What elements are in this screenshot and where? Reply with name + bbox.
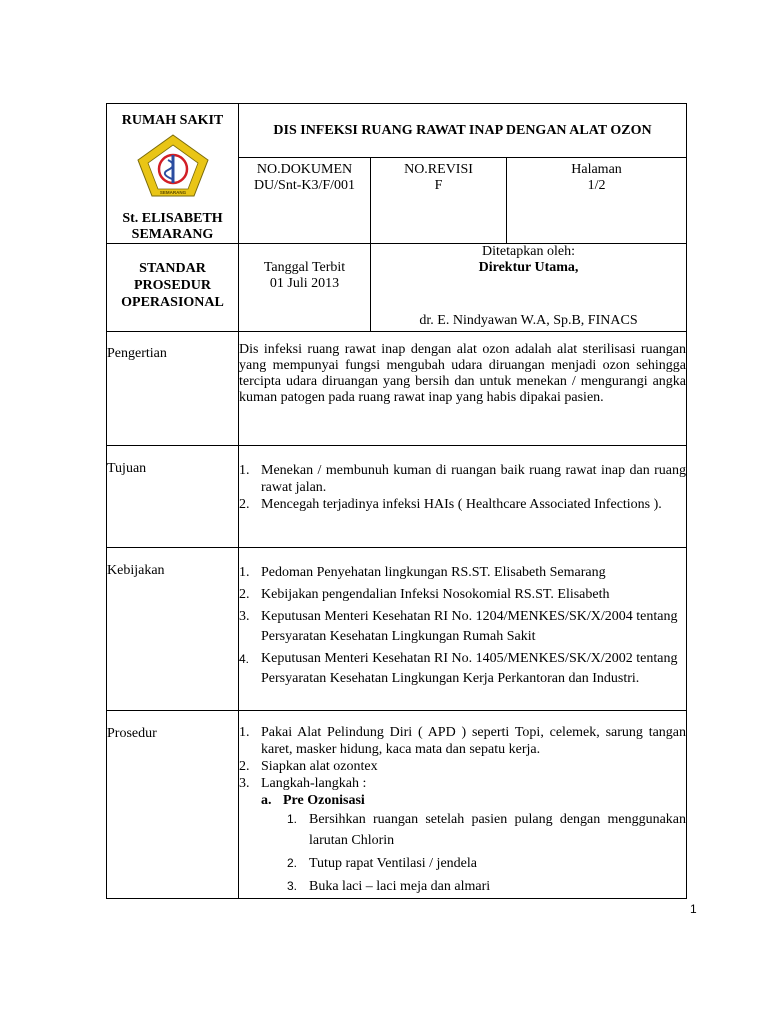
list-item: 1. Bersihkan ruangan setelah pasien pulang dengan menggunakan larutan Chlorin — [287, 812, 687, 848]
doc-number-label: NO.DOKUMEN — [256, 162, 353, 178]
revision-label: NO.REVISI — [404, 162, 473, 178]
sop-line-3: OPERASIONAL — [121, 295, 224, 310]
list-item: 3. Langkah-langkah : — [239, 776, 367, 791]
kebijakan-label-cell — [107, 548, 239, 711]
pengertian-label: Pengertian — [107, 346, 167, 361]
list-item: 1. Pedoman Penyehatan lingkungan RS.ST. Elisabeth Semarang — [239, 565, 606, 580]
approved-by-label: Ditetapkan oleh: — [482, 244, 575, 259]
hospital-block — [107, 104, 239, 244]
tujuan-label-cell — [107, 446, 239, 548]
pengertian-content-cell — [239, 332, 687, 446]
sop-line-2: PROSEDUR — [133, 278, 211, 293]
kebijakan-list — [239, 563, 686, 689]
prosedur-content-cell — [239, 711, 687, 899]
list-item: 4. Keputusan Menteri Kesehatan RI No. 1405/MENKES/SK/X/2002 tentang Persyaratan Kesehatan Lingkungan Kerja Perkantoran dan Industri. — [239, 651, 678, 686]
document-title-cell — [239, 104, 687, 158]
revision-cell — [371, 158, 507, 244]
director-title: Direktur Utama, — [478, 260, 579, 275]
revision-value: F — [434, 178, 443, 194]
issue-date-value: 01 Juli 2013 — [269, 276, 340, 291]
list-item: 2. Kebijakan pengendalian Infeksi Nosokomial RS.ST. Elisabeth — [239, 587, 610, 602]
prosedur-label: Prosedur — [107, 726, 157, 741]
page-value: 1/2 — [587, 178, 606, 194]
list-item: 2. Mencegah terjadinya infeksi HAIs ( Healthcare Associated Infections ). — [239, 497, 662, 512]
sop-table — [106, 103, 687, 899]
prosedur-label-cell — [107, 711, 239, 899]
hospital-logo — [135, 133, 211, 199]
page-label: Halaman — [571, 162, 622, 178]
page-cell — [507, 158, 687, 244]
sub-heading: a. Pre Ozonisasi — [261, 793, 365, 808]
svg-text:SEMARANG: SEMARANG — [159, 190, 186, 195]
page-number: 1 — [690, 902, 697, 916]
list-item: 3. Keputusan Menteri Kesehatan RI No. 1204/MENKES/SK/X/2004 tentang Persyaratan Kesehatan Lingkungan Rumah Sakit — [239, 609, 678, 644]
list-item: 1. Menekan / membunuh kuman di ruangan baik ruang rawat inap dan ruang rawat jalan. — [239, 463, 687, 495]
list-item: 3. Buka laci – laci meja dan almari — [287, 879, 491, 894]
hospital-logo-icon — [135, 133, 211, 199]
issue-date-cell — [239, 244, 371, 332]
prosedur-list — [239, 724, 686, 897]
pengertian-label-cell — [107, 332, 239, 446]
sub-list — [239, 809, 686, 897]
list-item: 2. Tutup rapat Ventilasi / jendela — [287, 856, 477, 871]
issue-date-label: Tanggal Terbit — [263, 260, 346, 275]
hospital-name-line-1: St. ELISABETH — [122, 211, 223, 226]
tujuan-content-cell — [239, 446, 687, 548]
sop-line-1: STANDAR — [139, 261, 206, 276]
pengertian-text: Dis infeksi ruang rawat inap dengan alat ozon adalah alat sterilisasi ruangan yang mempunyai fungsi mengubah udara diruangan menjadi ozon sehingga tercipta udara diruangan yang bersih dan untuk menekan / mengurangi angka kuman patogen pada ruang rawat inap yang habis dipakai pasien. — [239, 342, 687, 405]
list-item: 1. Pakai Alat Pelindung Diri ( APD ) seperti Topi, celemek, sarung tangan karet, masker hidung, kaca mata dan sepatu kerja. — [239, 725, 687, 757]
kebijakan-content-cell — [239, 548, 687, 711]
doc-number-value: DU/Snt-K3/F/001 — [253, 178, 356, 194]
list-item: 2. Siapkan alat ozontex — [239, 759, 378, 774]
tujuan-label: Tujuan — [107, 461, 147, 476]
kebijakan-label: Kebijakan — [107, 563, 165, 578]
hospital-name-line-2: SEMARANG — [131, 227, 214, 242]
doc-number-cell — [239, 158, 371, 244]
signatory-name: dr. E. Nindyawan W.A, Sp.B, FINACS — [419, 313, 638, 328]
tujuan-list — [239, 462, 686, 513]
document-title: DIS INFEKSI RUANG RAWAT INAP DENGAN ALAT OZON — [273, 122, 652, 138]
approval-cell — [371, 244, 687, 332]
hospital-top-label: RUMAH SAKIT — [121, 113, 224, 128]
sop-label-cell — [107, 244, 239, 332]
